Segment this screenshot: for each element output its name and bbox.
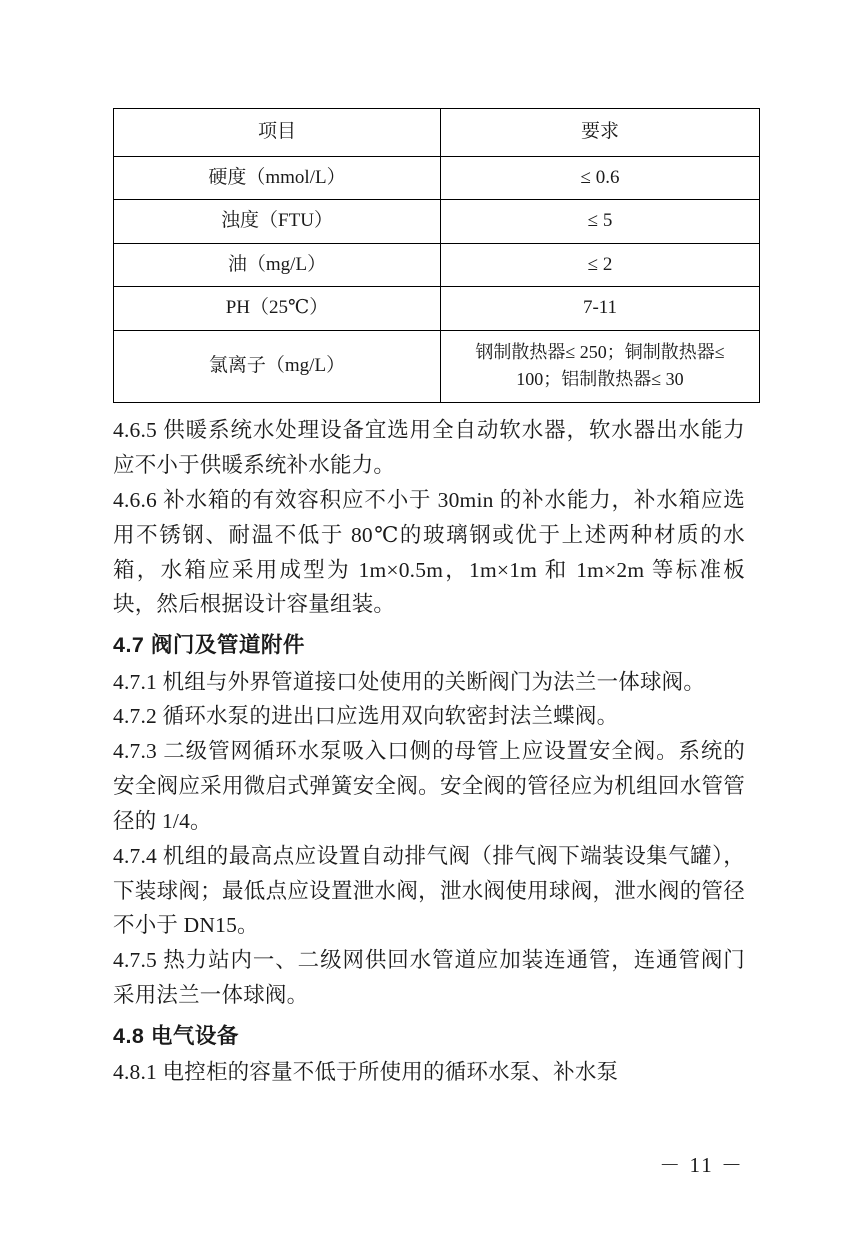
table-cell-requirement: 钢制散热器≤ 250；铜制散热器≤ 100；铝制散热器≤ 30 <box>441 330 760 403</box>
paragraph-4-7-5: 4.7.5 热力站内一、二级网供回水管道应加装连通管，连通管阀门采用法兰一体球阀。 <box>113 948 745 1008</box>
table-header-cell-item: 项目 <box>114 109 441 157</box>
table-row <box>114 287 760 331</box>
table-row <box>114 200 760 244</box>
paragraph-4-6-5: 4.6.5 供暖系统水处理设备宜选用全自动软水器，软水器出水能力应不小于供暖系统补水能力。 <box>113 418 745 478</box>
table-cell-requirement: ≤ 0.6 <box>441 156 760 200</box>
table-header-cell-requirement: 要求 <box>441 109 760 157</box>
table-row <box>114 156 760 200</box>
table-cell-item: 氯离子（mg/L） <box>114 330 441 403</box>
table-row <box>114 330 760 403</box>
table-header-row <box>114 109 760 157</box>
table-cell-requirement: ≤ 2 <box>441 243 760 287</box>
table-cell-requirement: ≤ 5 <box>441 200 760 244</box>
table-cell-requirement: 7-11 <box>441 287 760 331</box>
section-heading-4-8: 4.8 电气设备 <box>113 1023 239 1048</box>
paragraph-4-7-2: 4.7.2 循环水泵的进出口应选用双向软密封法兰蝶阀。 <box>113 704 619 729</box>
paragraph-4-7-4: 4.7.4 机组的最高点应设置自动排气阀（排气阀下端装设集气罐），下装球阀；最低点应设置泄水阀，泄水阀使用球阀，泄水阀的管径不小于 DN15。 <box>113 843 745 938</box>
table-cell-item: PH（25℃） <box>114 287 441 331</box>
table-row <box>114 243 760 287</box>
section-heading-4-7: 4.7 阀门及管道附件 <box>113 633 305 658</box>
paragraph-4-8-1: 4.8.1 电控柜的容量不低于所使用的循环水泵、补水泵 <box>113 1060 619 1085</box>
paragraph-4-7-3: 4.7.3 二级管网循环水泵吸入口侧的母管上应设置安全阀。系统的安全阀应采用微启式弹簧安全阀。安全阀的管径应为机组回水管管径的 1/4。 <box>113 739 745 833</box>
page-content <box>113 108 745 1090</box>
paragraph-4-6-6: 4.6.6 补水箱的有效容积应不小于 30min 的补水能力，补水箱应选用不锈钢、耐温不低于 80℃的玻璃钢或优于上述两种材质的水箱，水箱应采用成型为 1m×0.5m，1m×1m 和 1m×2m 等标准板块，然后根据设计容量组装。 <box>113 487 745 617</box>
water-quality-table <box>113 108 760 403</box>
page-number: － 11 － <box>659 1153 744 1177</box>
table-cell-item: 浊度（FTU） <box>114 200 441 244</box>
table-cell-item: 硬度（mmol/L） <box>114 156 441 200</box>
table-cell-item: 油（mg/L） <box>114 243 441 287</box>
paragraph-4-7-1: 4.7.1 机组与外界管道接口处使用的关断阀门为法兰一体球阀。 <box>113 669 706 694</box>
